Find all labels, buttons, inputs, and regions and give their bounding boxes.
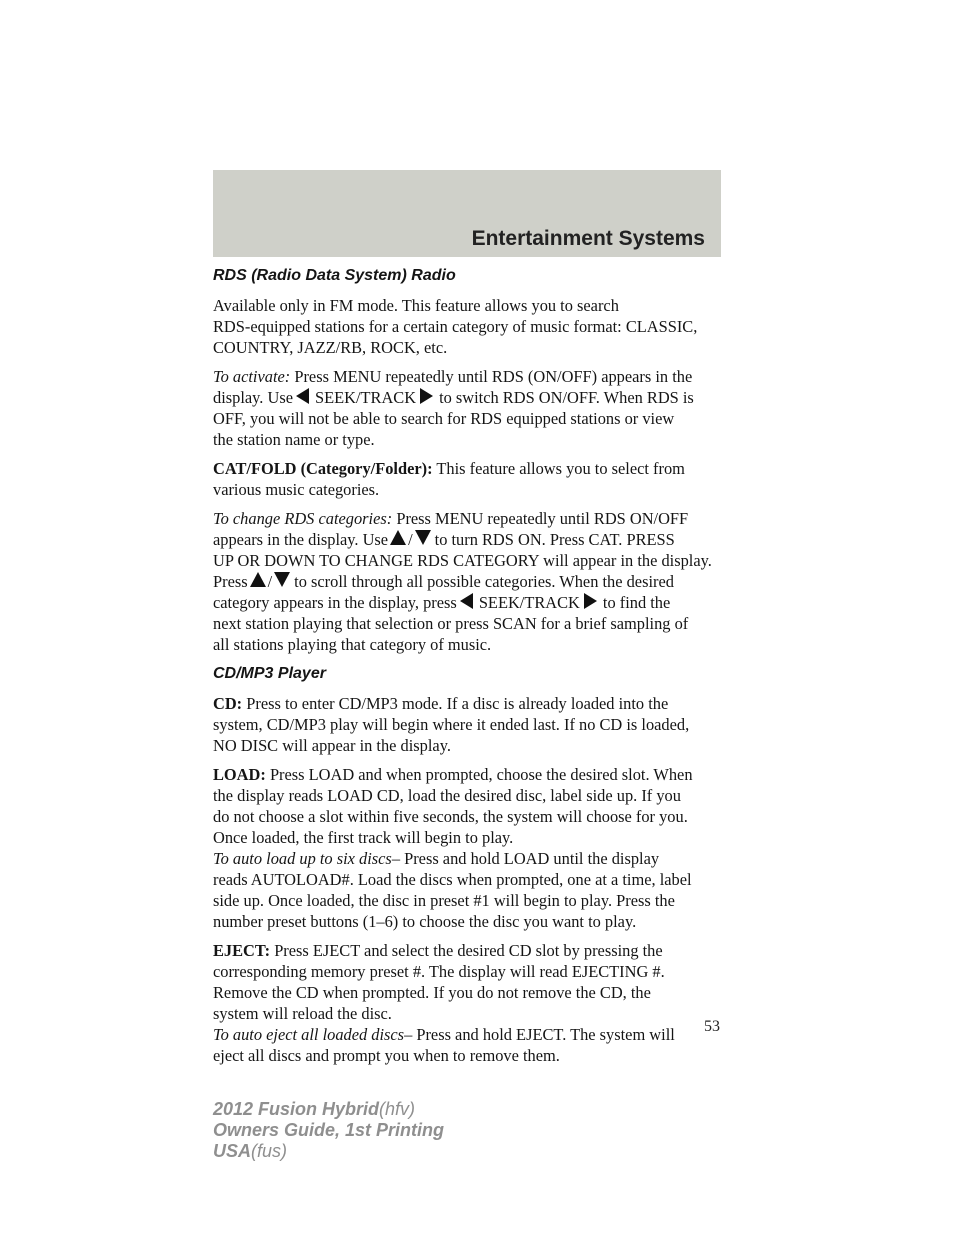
change-categories-label: To change RDS categories: [213,509,393,528]
text-line [213,529,723,550]
text-line: RDS-equipped stations for a certain category of music format: CLASSIC, [213,317,698,336]
text-line [213,366,723,387]
text-line [213,458,723,479]
text-run: Press LOAD and when prompted, choose the desired slot. When [269,765,693,784]
text-run: display. Use [213,388,293,407]
text-run: to turn RDS ON. Press CAT. PRESS [434,530,675,549]
cd-paragraph [213,693,723,756]
text-line: system, CD/MP3 play will begin where it ended last. If no CD is loaded, [213,715,690,734]
seek-right-icon [584,593,597,609]
up-arrow-icon [250,572,266,587]
text-line: corresponding memory preset #. The display will read EJECTING #. [213,962,665,981]
text-line: Once loaded, the first track will begin to play. [213,828,514,847]
text-run: – Press and hold EJECT. The system will [404,1025,675,1044]
text-line [213,387,723,408]
seek-left-icon [460,593,473,609]
activate-label: To activate: [213,367,291,386]
catfold-paragraph [213,458,723,500]
text-line: Available only in FM mode. This feature allows you to search [213,296,619,315]
document-footer [213,1099,444,1162]
footer-line [213,1099,444,1120]
section-header-band [213,170,721,257]
text-run: to scroll through all possible categories. When the desired [294,572,674,591]
load-paragraph [213,764,723,848]
text-run: to find the [602,593,671,612]
text-run: SEEK/TRACK [314,388,417,407]
text-line [213,508,723,529]
text-run: SEEK/TRACK [478,593,580,612]
catfold-label: CAT/FOLD (Category/Folder): [213,459,433,478]
page-number: 53 [704,1018,720,1035]
text-line: various music categories. [213,480,380,499]
seek-left-icon [296,388,309,404]
text-line: eject all discs and prompt you when to remove them. [213,1046,560,1065]
eject-paragraph [213,940,723,1024]
eject-label: EJECT: [213,941,271,960]
autoeject-paragraph [213,1024,723,1066]
footer-line: Owners Guide, 1st Printing [213,1120,445,1140]
change-rds-categories-paragraph [213,508,723,655]
text-line: system will reload the disc. [213,1004,392,1023]
text-line [213,848,723,869]
footer-code: (fus) [251,1141,288,1161]
autoload-label: To auto load up to six discs [213,849,392,868]
text-line: COUNTRY, JAZZ/RB, ROCK, etc. [213,338,448,357]
rds-heading: RDS (Radio Data System) Radio [213,267,456,284]
text-line: number preset buttons (1–6) to choose the disc you want to play. [213,912,637,931]
footer-market: USA [213,1141,252,1161]
text-line [213,592,723,613]
text-run: Press to enter CD/MP3 mode. If a disc is already loaded into the [246,694,669,713]
cd-label: CD: [213,694,243,713]
text-line: OFF, you will not be able to search for RDS equipped stations or view [213,409,675,428]
text-line [213,940,723,961]
footer-line [213,1141,444,1162]
text-run: Press MENU repeatedly until RDS ON/OFF [396,509,689,528]
text-line: next station playing that selection or press SCAN for a brief sampling of [213,614,689,633]
up-arrow-icon [390,530,406,545]
section-title: Entertainment Systems [471,227,705,250]
autoload-paragraph [213,848,723,932]
text-run: – Press and hold LOAD until the display [391,849,660,868]
text-line: all stations playing that category of music. [213,635,492,654]
text-run: category appears in the display, press [213,593,457,612]
footer-code: (hfv) [379,1099,416,1119]
down-arrow-icon [274,572,290,587]
text-line [213,693,723,714]
footer-model: 2012 Fusion Hybrid [213,1099,380,1119]
text-line [213,1024,723,1045]
text-line: Remove the CD when prompted. If you do not remove the CD, the [213,983,651,1002]
text-line: the display reads LOAD CD, load the desired disc, label side up. If you [213,786,681,805]
text-line: UP OR DOWN TO CHANGE RDS CATEGORY will appear in the display. [213,551,712,570]
load-label: LOAD: [213,765,266,784]
autoeject-label: To auto eject all loaded discs [213,1025,405,1044]
text-line: do not choose a slot within five seconds, the system will choose for you. [213,807,688,826]
text-line: NO DISC will appear in the display. [213,736,451,755]
seek-right-icon [420,388,433,404]
text-run: appears in the display. Use [213,530,389,549]
cd-mp3-heading: CD/MP3 Player [213,665,326,682]
text-line: the station name or type. [213,430,375,449]
rds-activate-paragraph [213,366,723,450]
text-run: Press [213,572,248,591]
text-run: Press EJECT and select the desired CD slot by pressing the [274,941,663,960]
text-run: This feature allows you to select from [436,459,685,478]
text-run: to switch RDS ON/OFF. When RDS is [439,388,694,407]
text-line: reads AUTOLOAD#. Load the discs when prompted, one at a time, label [213,870,692,889]
page-content [213,257,723,1074]
text-line [213,571,723,592]
down-arrow-icon [415,530,431,545]
text-run: / [408,530,413,549]
text-line: side up. Once loaded, the disc in preset #1 will begin to play. Press the [213,891,675,910]
text-line [213,764,723,785]
rds-intro-paragraph [213,295,723,358]
text-run: Press MENU repeatedly until RDS (ON/OFF) appears in the [294,367,693,386]
text-run: / [267,572,273,591]
